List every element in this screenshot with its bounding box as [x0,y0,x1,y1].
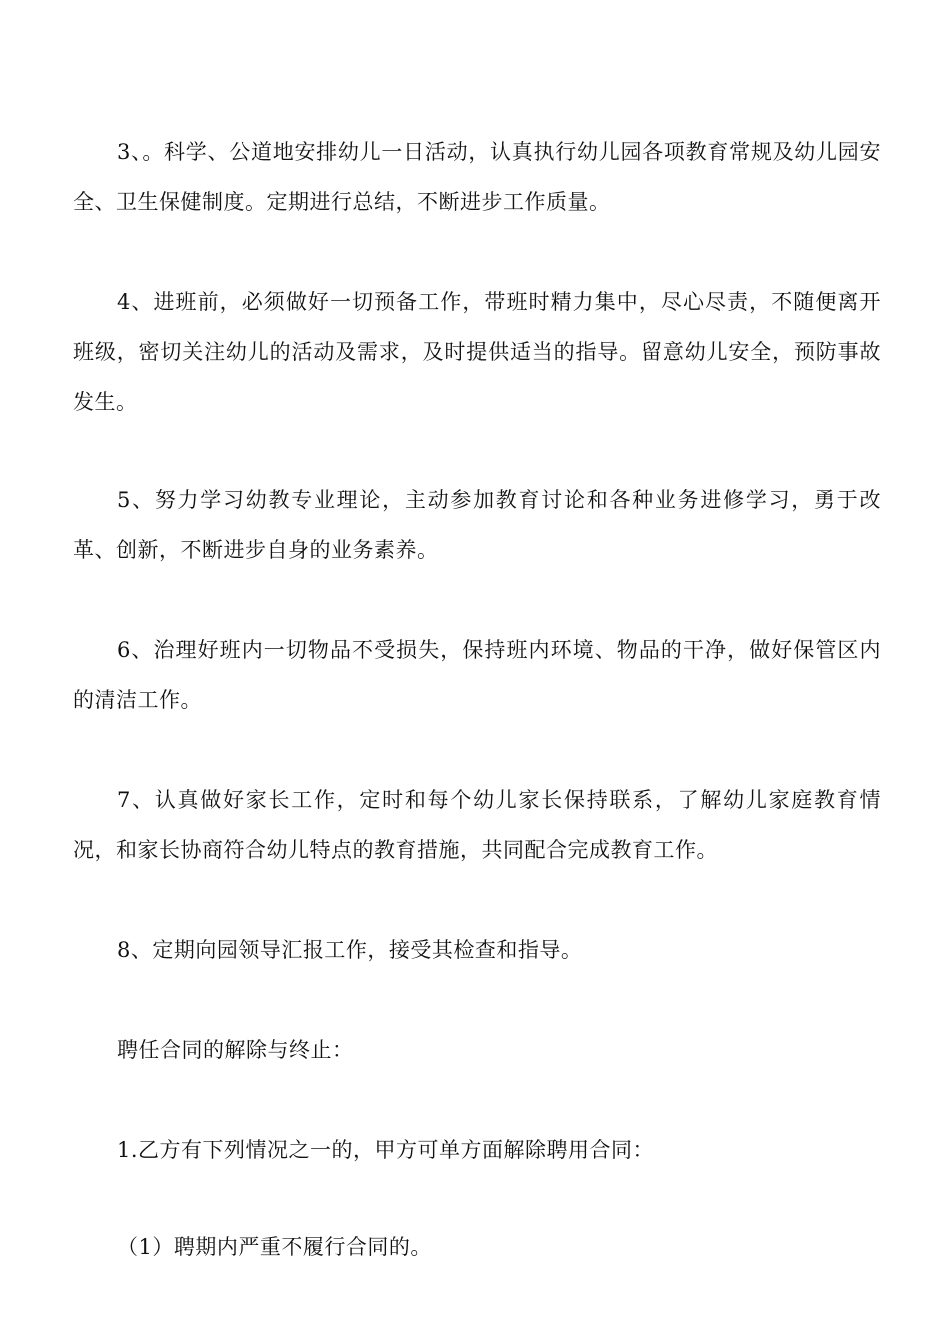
paragraph-clause-1: 1.乙方有下列情况之一的，甲方可单方面解除聘用合同： [117,1138,655,1162]
paragraph-duty-3: 3、。科学、公道地安排幼儿一日活动，认真执行幼儿园各项教育常规及幼儿园安全、卫生保健制度。定期进行总结，不断进步工作质量。 [73,140,881,214]
paragraph-duty-6: 6、治理好班内一切物品不受损失，保持班内环境、物品的干净，做好保管区内的清洁工作。 [73,638,881,712]
paragraph-duty-8: 8、定期向园领导汇报工作，接受其检查和指导。 [117,938,583,962]
section-heading-termination: 聘任合同的解除与终止： [117,1038,354,1062]
paragraph-subclause-1: （1）聘期内严重不履行合同的。 [117,1235,432,1259]
paragraph-duty-5: 5、努力学习幼教专业理论，主动参加教育讨论和各种业务进修学习，勇于改革、创新，不断进步自身的业务素养。 [73,488,881,562]
paragraph-duty-7: 7、认真做好家长工作，定时和每个幼儿家长保持联系，了解幼儿家庭教育情况，和家长协商符合幼儿特点的教育措施，共同配合完成教育工作。 [73,788,881,862]
paragraph-duty-4: 4、进班前，必须做好一切预备工作，带班时精力集中，尽心尽责，不随便离开班级，密切关注幼儿的活动及需求，及时提供适当的指导。留意幼儿安全，预防事故发生。 [73,290,881,414]
